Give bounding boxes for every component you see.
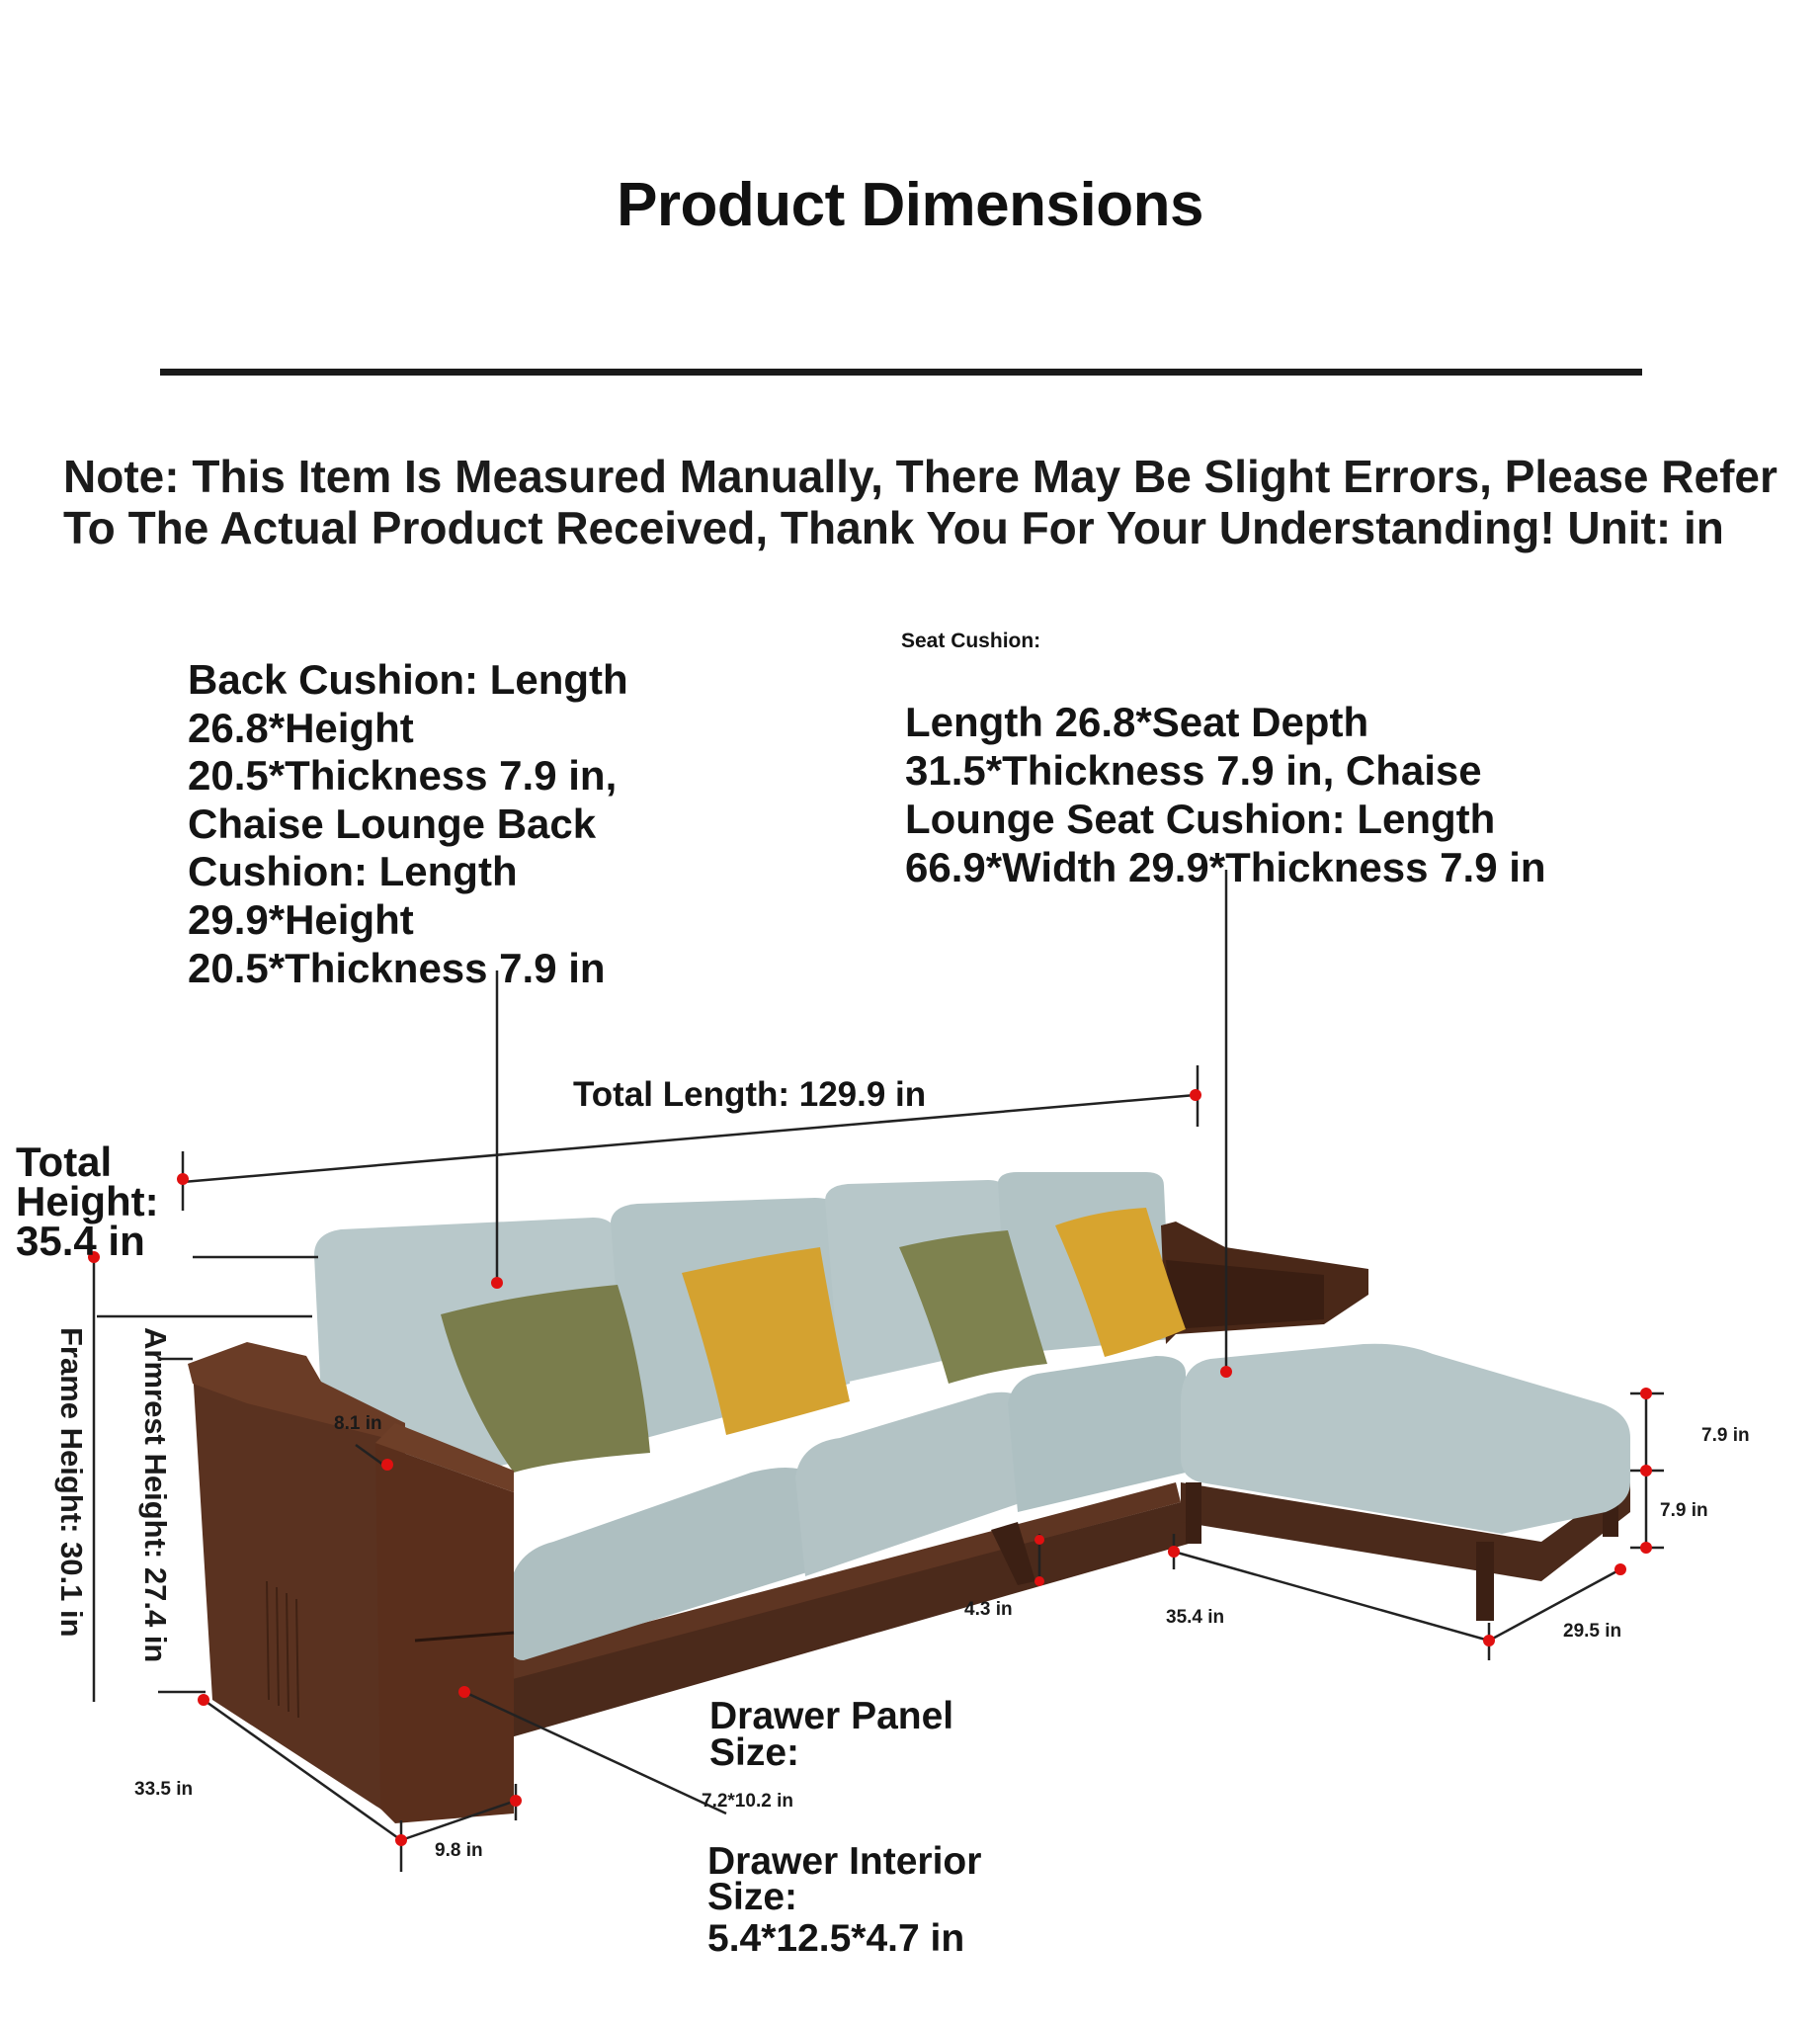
back-cushion-line-5: Cushion: Length [188,848,518,895]
chaise-length-label: 35.4 in [1166,1607,1225,1628]
cushion-thickness-label: 7.9 in [1701,1425,1750,1446]
leg-height-label: 4.3 in [964,1599,1013,1620]
chaise-width-label: 29.5 in [1563,1621,1622,1642]
seat-cushion-line-3: Lounge Seat Cushion: Length [905,796,1496,842]
back-cushion-line-3: 20.5*Thickness 7.9 in, [188,752,618,800]
drawer-interior-line-2: Size: [707,1876,798,1918]
side-depth-label: 33.5 in [134,1779,194,1800]
back-cushion-line-7: 20.5*Thickness 7.9 in [188,944,606,991]
drawer-interior-line-1: Drawer Interior [707,1840,982,1883]
armrest-height-label: Armrest Height: 27.4 in [138,1327,173,1663]
frame-height-label: Frame Height: 30.1 in [54,1327,89,1638]
seat-cushion-line-2: 31.5*Thickness 7.9 in, Chaise [905,747,1482,794]
drawer-panel-value: 7.2*10.2 in [702,1791,793,1812]
note-line-1: Note: This Item Is Measured Manually, There May Be Slight Errors, Please Refer [63,451,1778,502]
back-cushion-line-1: Back Cushion: Length [188,656,628,703]
back-cushion-line-4: Chaise Lounge Back [188,800,597,847]
drawer-panel-line-2: Size: [709,1731,800,1774]
drawer-panel-line-1: Drawer Panel [709,1695,954,1737]
total-height-line-1: Total [16,1138,113,1185]
note-line-2: To The Actual Product Received, Thank You For Your Understanding! Unit: in [63,502,1724,553]
drawer-interior-value: 5.4*12.5*4.7 in [707,1917,965,1960]
seat-cushion-dimensions [905,698,1656,891]
total-height-label [16,1138,159,1264]
total-length-label: Total Length: 129.9 in [573,1075,927,1114]
seat-cushion-label: Seat Cushion: [901,630,1041,652]
total-height-line-2: Height: [16,1178,159,1224]
base-height-label: 7.9 in [1660,1500,1708,1521]
arm-width-label: 8.1 in [334,1413,382,1434]
back-cushion-line-6: 29.9*Height [188,895,414,943]
total-height-line-3: 35.4 in [16,1218,145,1264]
back-cushion-dimensions [188,656,702,992]
arm-depth-label: 9.8 in [435,1840,483,1861]
seat-cushion-line-4: 66.9*Width 29.9*Thickness 7.9 in [905,844,1546,890]
page-title: Product Dimensions [617,171,1203,239]
drawer-panel-label [709,1695,954,1774]
back-cushion-line-2: 26.8*Height [188,704,414,751]
seat-cushion-line-1: Length 26.8*Seat Depth [905,699,1369,745]
drawer-interior-label [707,1840,982,1918]
